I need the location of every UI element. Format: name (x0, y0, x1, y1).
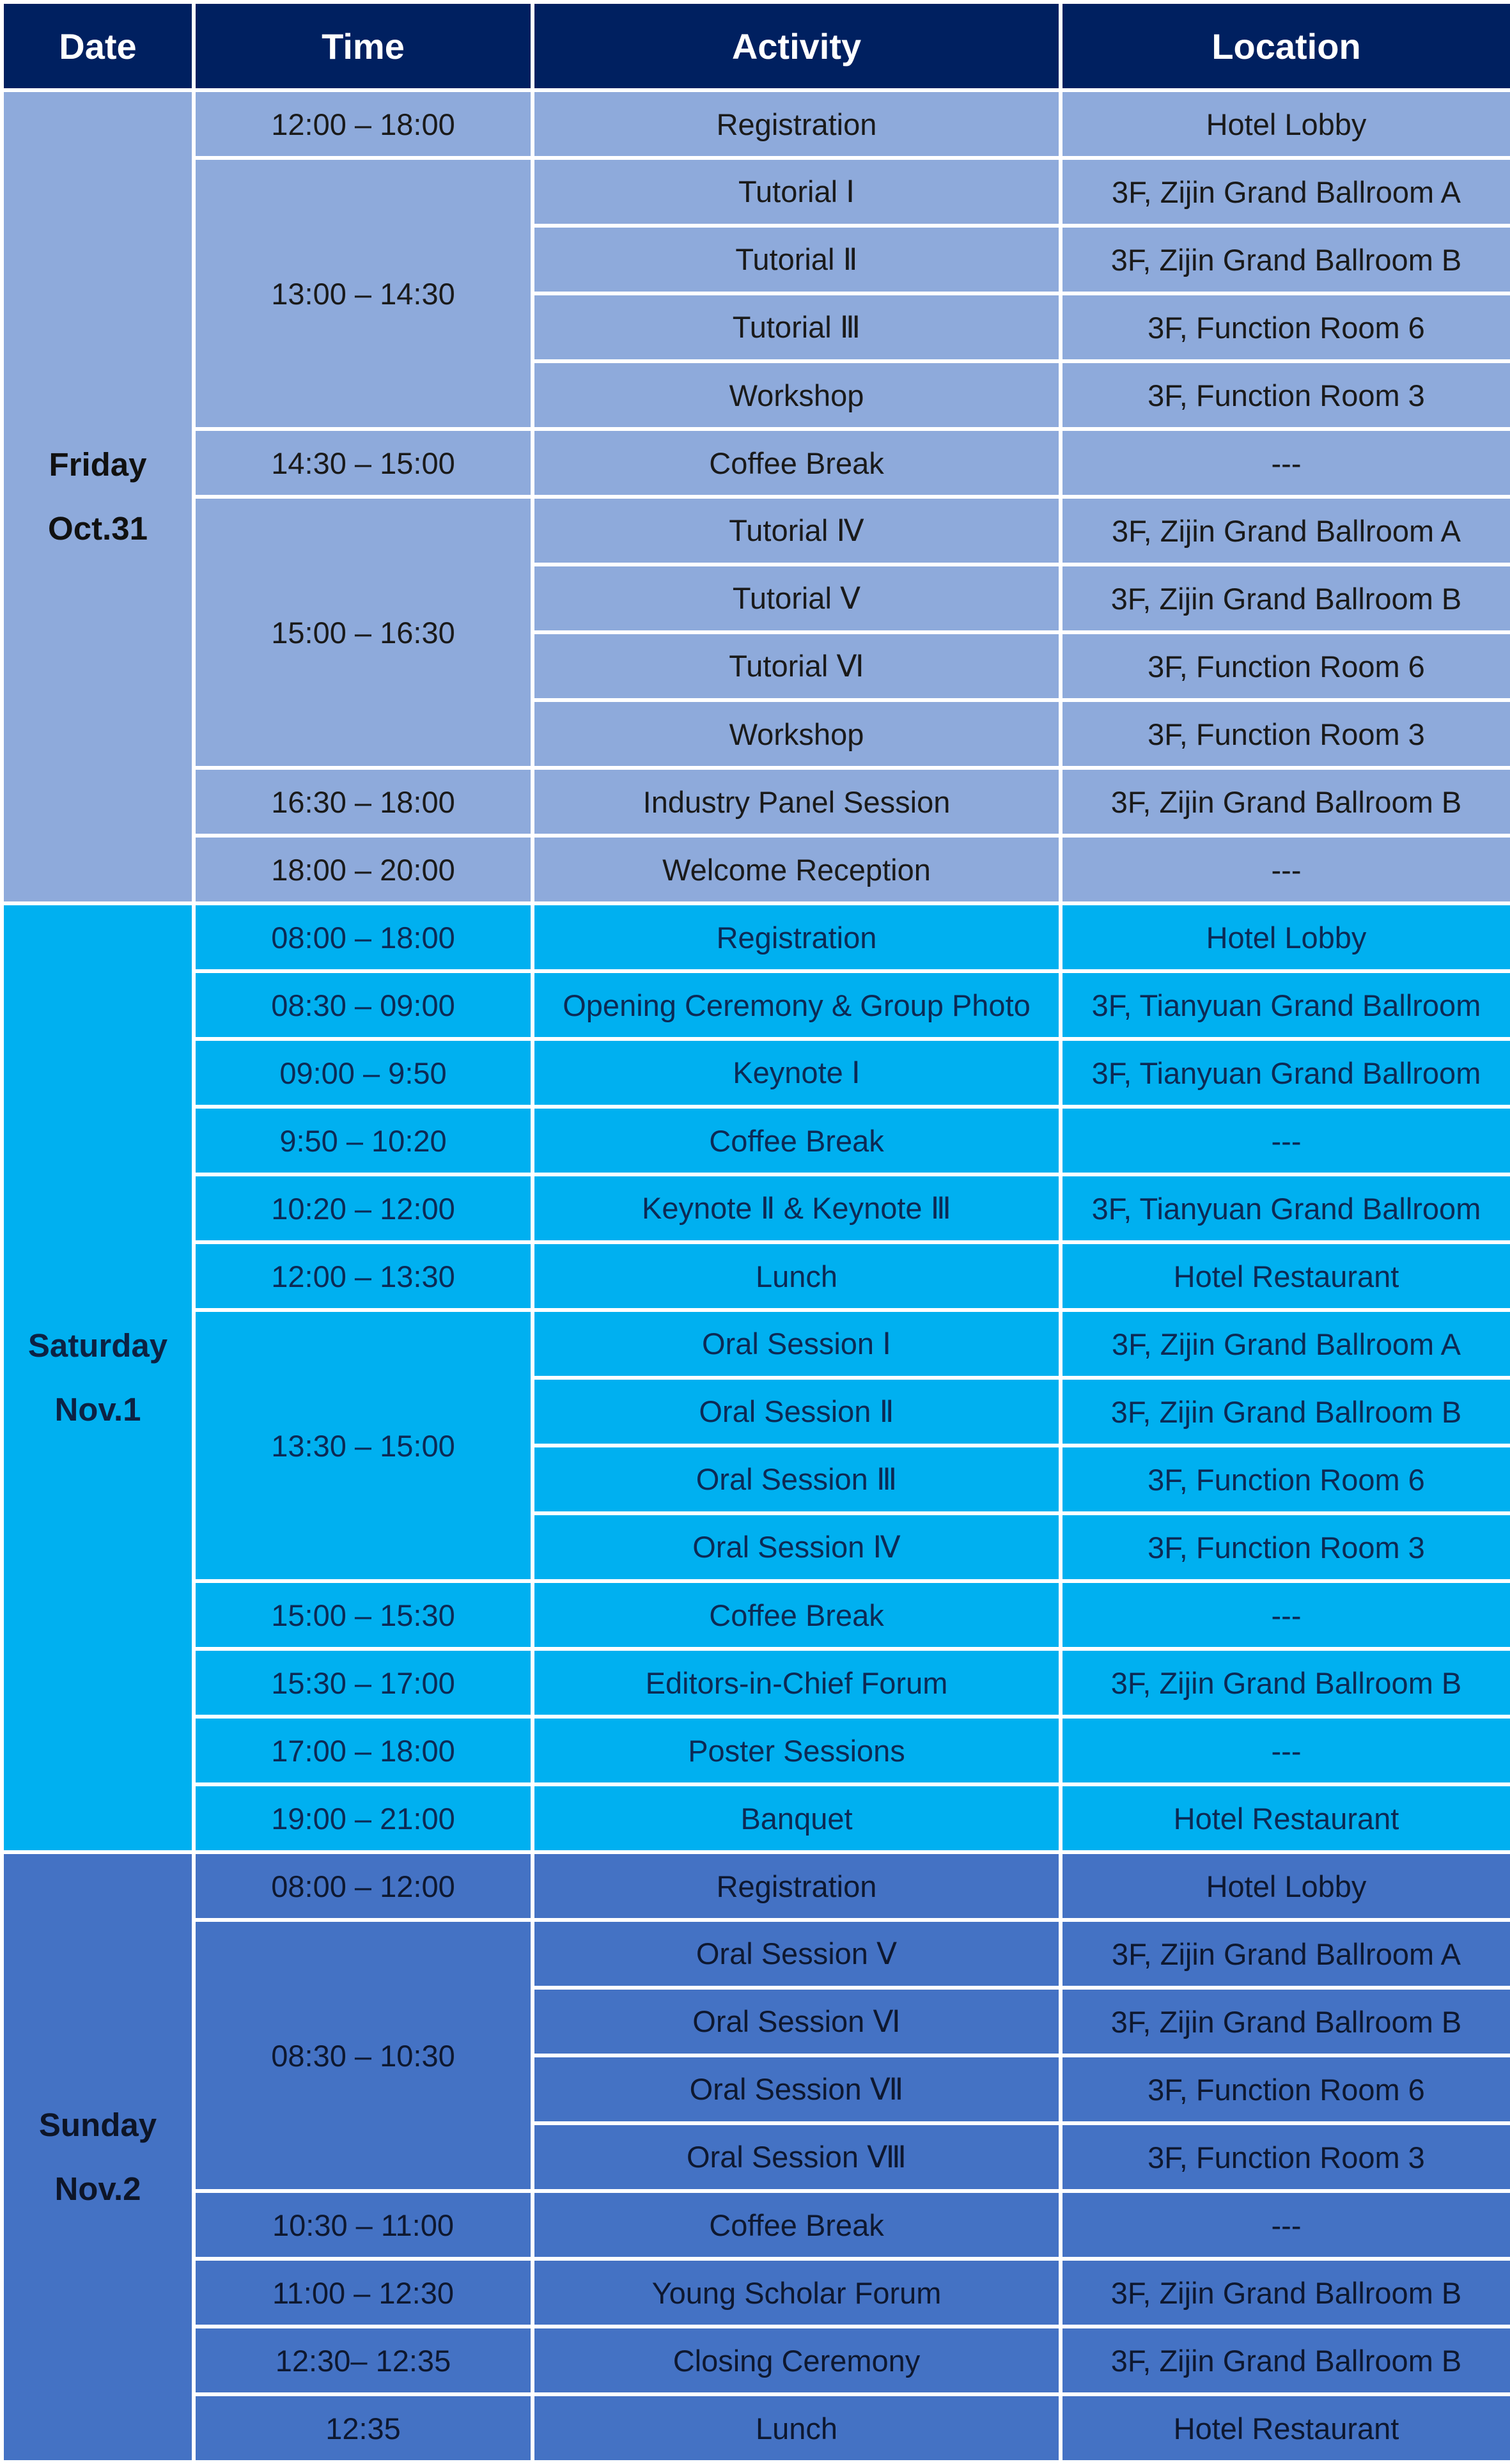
activity-cell: Welcome Reception (533, 836, 1061, 903)
table-row (2, 768, 1510, 836)
date-cell-saturday (2, 903, 194, 1852)
table-row (2, 1581, 1510, 1649)
day-label: Saturday (27, 1327, 168, 1364)
activity-cell: Editors-in-Chief Forum (533, 1649, 1061, 1717)
time-cell: 12:35 (194, 2394, 533, 2462)
activity-cell: Workshop (533, 700, 1061, 768)
activity-cell: Tutorial Ⅳ (533, 497, 1061, 565)
table-row (2, 2259, 1510, 2327)
table-row (2, 1107, 1510, 1174)
time-cell: 09:00 – 9:50 (194, 1039, 533, 1107)
date-label: Nov.2 (54, 2171, 141, 2207)
time-cell: 12:30– 12:35 (194, 2327, 533, 2394)
time-cell: 08:30 – 09:00 (194, 971, 533, 1039)
time-cell: 15:30 – 17:00 (194, 1649, 533, 1717)
location-cell: --- (1061, 836, 1510, 903)
table-row (2, 1852, 1510, 1920)
time-cell: 13:30 – 15:00 (194, 1310, 533, 1581)
activity-cell: Coffee Break (533, 429, 1061, 497)
time-cell: 08:00 – 18:00 (194, 903, 533, 971)
location-cell: 3F, Function Room 6 (1061, 2055, 1510, 2123)
table-row (2, 497, 1510, 565)
activity-cell: Banquet (533, 1784, 1061, 1852)
time-cell: 08:30 – 10:30 (194, 1920, 533, 2191)
header-row (2, 2, 1510, 90)
activity-cell: Closing Ceremony (533, 2327, 1061, 2394)
time-cell: 15:00 – 16:30 (194, 497, 533, 768)
location-cell: 3F, Zijin Grand Ballroom B (1061, 1378, 1510, 1446)
table-row (2, 158, 1510, 226)
activity-cell: Tutorial Ⅵ (533, 632, 1061, 700)
activity-cell: Workshop (533, 361, 1061, 429)
activity-cell: Tutorial Ⅲ (533, 293, 1061, 361)
activity-cell: Registration (533, 90, 1061, 158)
location-cell: 3F, Zijin Grand Ballroom A (1061, 1920, 1510, 1988)
activity-cell: Oral Session Ⅰ (533, 1310, 1061, 1378)
location-cell: --- (1061, 1107, 1510, 1174)
time-cell: 19:00 – 21:00 (194, 1784, 533, 1852)
activity-cell: Oral Session Ⅳ (533, 1513, 1061, 1581)
time-cell: 9:50 – 10:20 (194, 1107, 533, 1174)
location-cell: Hotel Lobby (1061, 1852, 1510, 1920)
table-row (2, 1920, 1510, 1988)
time-cell: 10:30 – 11:00 (194, 2191, 533, 2259)
location-cell: Hotel Restaurant (1061, 1242, 1510, 1310)
time-cell: 10:20 – 12:00 (194, 1174, 533, 1242)
table-row (2, 1242, 1510, 1310)
header-activity: Activity (533, 2, 1061, 90)
table-row (2, 1174, 1510, 1242)
time-cell: 15:00 – 15:30 (194, 1581, 533, 1649)
location-cell: 3F, Tianyuan Grand Ballroom (1061, 971, 1510, 1039)
date-label: Nov.1 (54, 1391, 141, 1428)
table-row (2, 903, 1510, 971)
activity-cell: Tutorial Ⅱ (533, 226, 1061, 293)
time-cell: 13:00 – 14:30 (194, 158, 533, 429)
activity-cell: Industry Panel Session (533, 768, 1061, 836)
activity-cell: Poster Sessions (533, 1717, 1061, 1784)
location-cell: 3F, Function Room 6 (1061, 632, 1510, 700)
activity-cell: Registration (533, 1852, 1061, 1920)
location-cell: 3F, Zijin Grand Ballroom B (1061, 1988, 1510, 2055)
day-label: Sunday (38, 2107, 157, 2143)
activity-cell: Young Scholar Forum (533, 2259, 1061, 2327)
location-cell: 3F, Zijin Grand Ballroom A (1061, 1310, 1510, 1378)
location-cell: 3F, Function Room 3 (1061, 361, 1510, 429)
time-cell: 18:00 – 20:00 (194, 836, 533, 903)
activity-cell: Keynote Ⅱ & Keynote Ⅲ (533, 1174, 1061, 1242)
location-cell: 3F, Function Room 3 (1061, 2123, 1510, 2191)
location-cell: Hotel Lobby (1061, 903, 1510, 971)
location-cell: --- (1061, 1581, 1510, 1649)
time-cell: 17:00 – 18:00 (194, 1717, 533, 1784)
header-location: Location (1061, 2, 1510, 90)
time-cell: 12:00 – 13:30 (194, 1242, 533, 1310)
table-row (2, 2394, 1510, 2462)
activity-cell: Opening Ceremony & Group Photo (533, 971, 1061, 1039)
activity-cell: Oral Session Ⅴ (533, 1920, 1061, 1988)
location-cell: 3F, Zijin Grand Ballroom A (1061, 497, 1510, 565)
table-row (2, 1039, 1510, 1107)
time-cell: 08:00 – 12:00 (194, 1852, 533, 1920)
activity-cell: Lunch (533, 1242, 1061, 1310)
header-time: Time (194, 2, 533, 90)
location-cell: --- (1061, 2191, 1510, 2259)
activity-cell: Lunch (533, 2394, 1061, 2462)
time-cell: 14:30 – 15:00 (194, 429, 533, 497)
location-cell: 3F, Function Room 3 (1061, 700, 1510, 768)
time-cell: 11:00 – 12:30 (194, 2259, 533, 2327)
activity-cell: Oral Session Ⅷ (533, 2123, 1061, 2191)
activity-cell: Coffee Break (533, 2191, 1061, 2259)
activity-cell: Coffee Break (533, 1107, 1061, 1174)
activity-cell: Keynote Ⅰ (533, 1039, 1061, 1107)
location-cell: 3F, Zijin Grand Ballroom A (1061, 158, 1510, 226)
location-cell: 3F, Zijin Grand Ballroom B (1061, 565, 1510, 632)
table-row (2, 1310, 1510, 1378)
table-row (2, 429, 1510, 497)
location-cell: 3F, Zijin Grand Ballroom B (1061, 2259, 1510, 2327)
table-row (2, 1784, 1510, 1852)
date-cell-friday (2, 90, 194, 903)
location-cell: 3F, Tianyuan Grand Ballroom (1061, 1039, 1510, 1107)
activity-cell: Registration (533, 903, 1061, 971)
location-cell: 3F, Function Room 6 (1061, 1446, 1510, 1513)
activity-cell: Oral Session Ⅲ (533, 1446, 1061, 1513)
table-row (2, 2327, 1510, 2394)
activity-cell: Coffee Break (533, 1581, 1061, 1649)
location-cell: --- (1061, 429, 1510, 497)
header-date: Date (2, 2, 194, 90)
table-row (2, 2191, 1510, 2259)
location-cell: --- (1061, 1717, 1510, 1784)
activity-cell: Tutorial Ⅰ (533, 158, 1061, 226)
table-row (2, 836, 1510, 903)
table-row (2, 1649, 1510, 1717)
location-cell: Hotel Restaurant (1061, 1784, 1510, 1852)
location-cell: 3F, Zijin Grand Ballroom B (1061, 2327, 1510, 2394)
location-cell: 3F, Zijin Grand Ballroom B (1061, 768, 1510, 836)
table-row (2, 1717, 1510, 1784)
date-cell-sunday (2, 1852, 194, 2462)
time-cell: 12:00 – 18:00 (194, 90, 533, 158)
location-cell: 3F, Zijin Grand Ballroom B (1061, 226, 1510, 293)
day-label: Friday (49, 446, 147, 483)
activity-cell: Oral Session Ⅶ (533, 2055, 1061, 2123)
location-cell: 3F, Function Room 3 (1061, 1513, 1510, 1581)
table-row (2, 971, 1510, 1039)
location-cell: 3F, Tianyuan Grand Ballroom (1061, 1174, 1510, 1242)
time-cell: 16:30 – 18:00 (194, 768, 533, 836)
date-label: Oct.31 (48, 510, 148, 547)
table-row (2, 90, 1510, 158)
activity-cell: Tutorial Ⅴ (533, 565, 1061, 632)
location-cell: 3F, Zijin Grand Ballroom B (1061, 1649, 1510, 1717)
activity-cell: Oral Session Ⅵ (533, 1988, 1061, 2055)
activity-cell: Oral Session Ⅱ (533, 1378, 1061, 1446)
location-cell: Hotel Lobby (1061, 90, 1510, 158)
location-cell: Hotel Restaurant (1061, 2394, 1510, 2462)
location-cell: 3F, Function Room 6 (1061, 293, 1510, 361)
